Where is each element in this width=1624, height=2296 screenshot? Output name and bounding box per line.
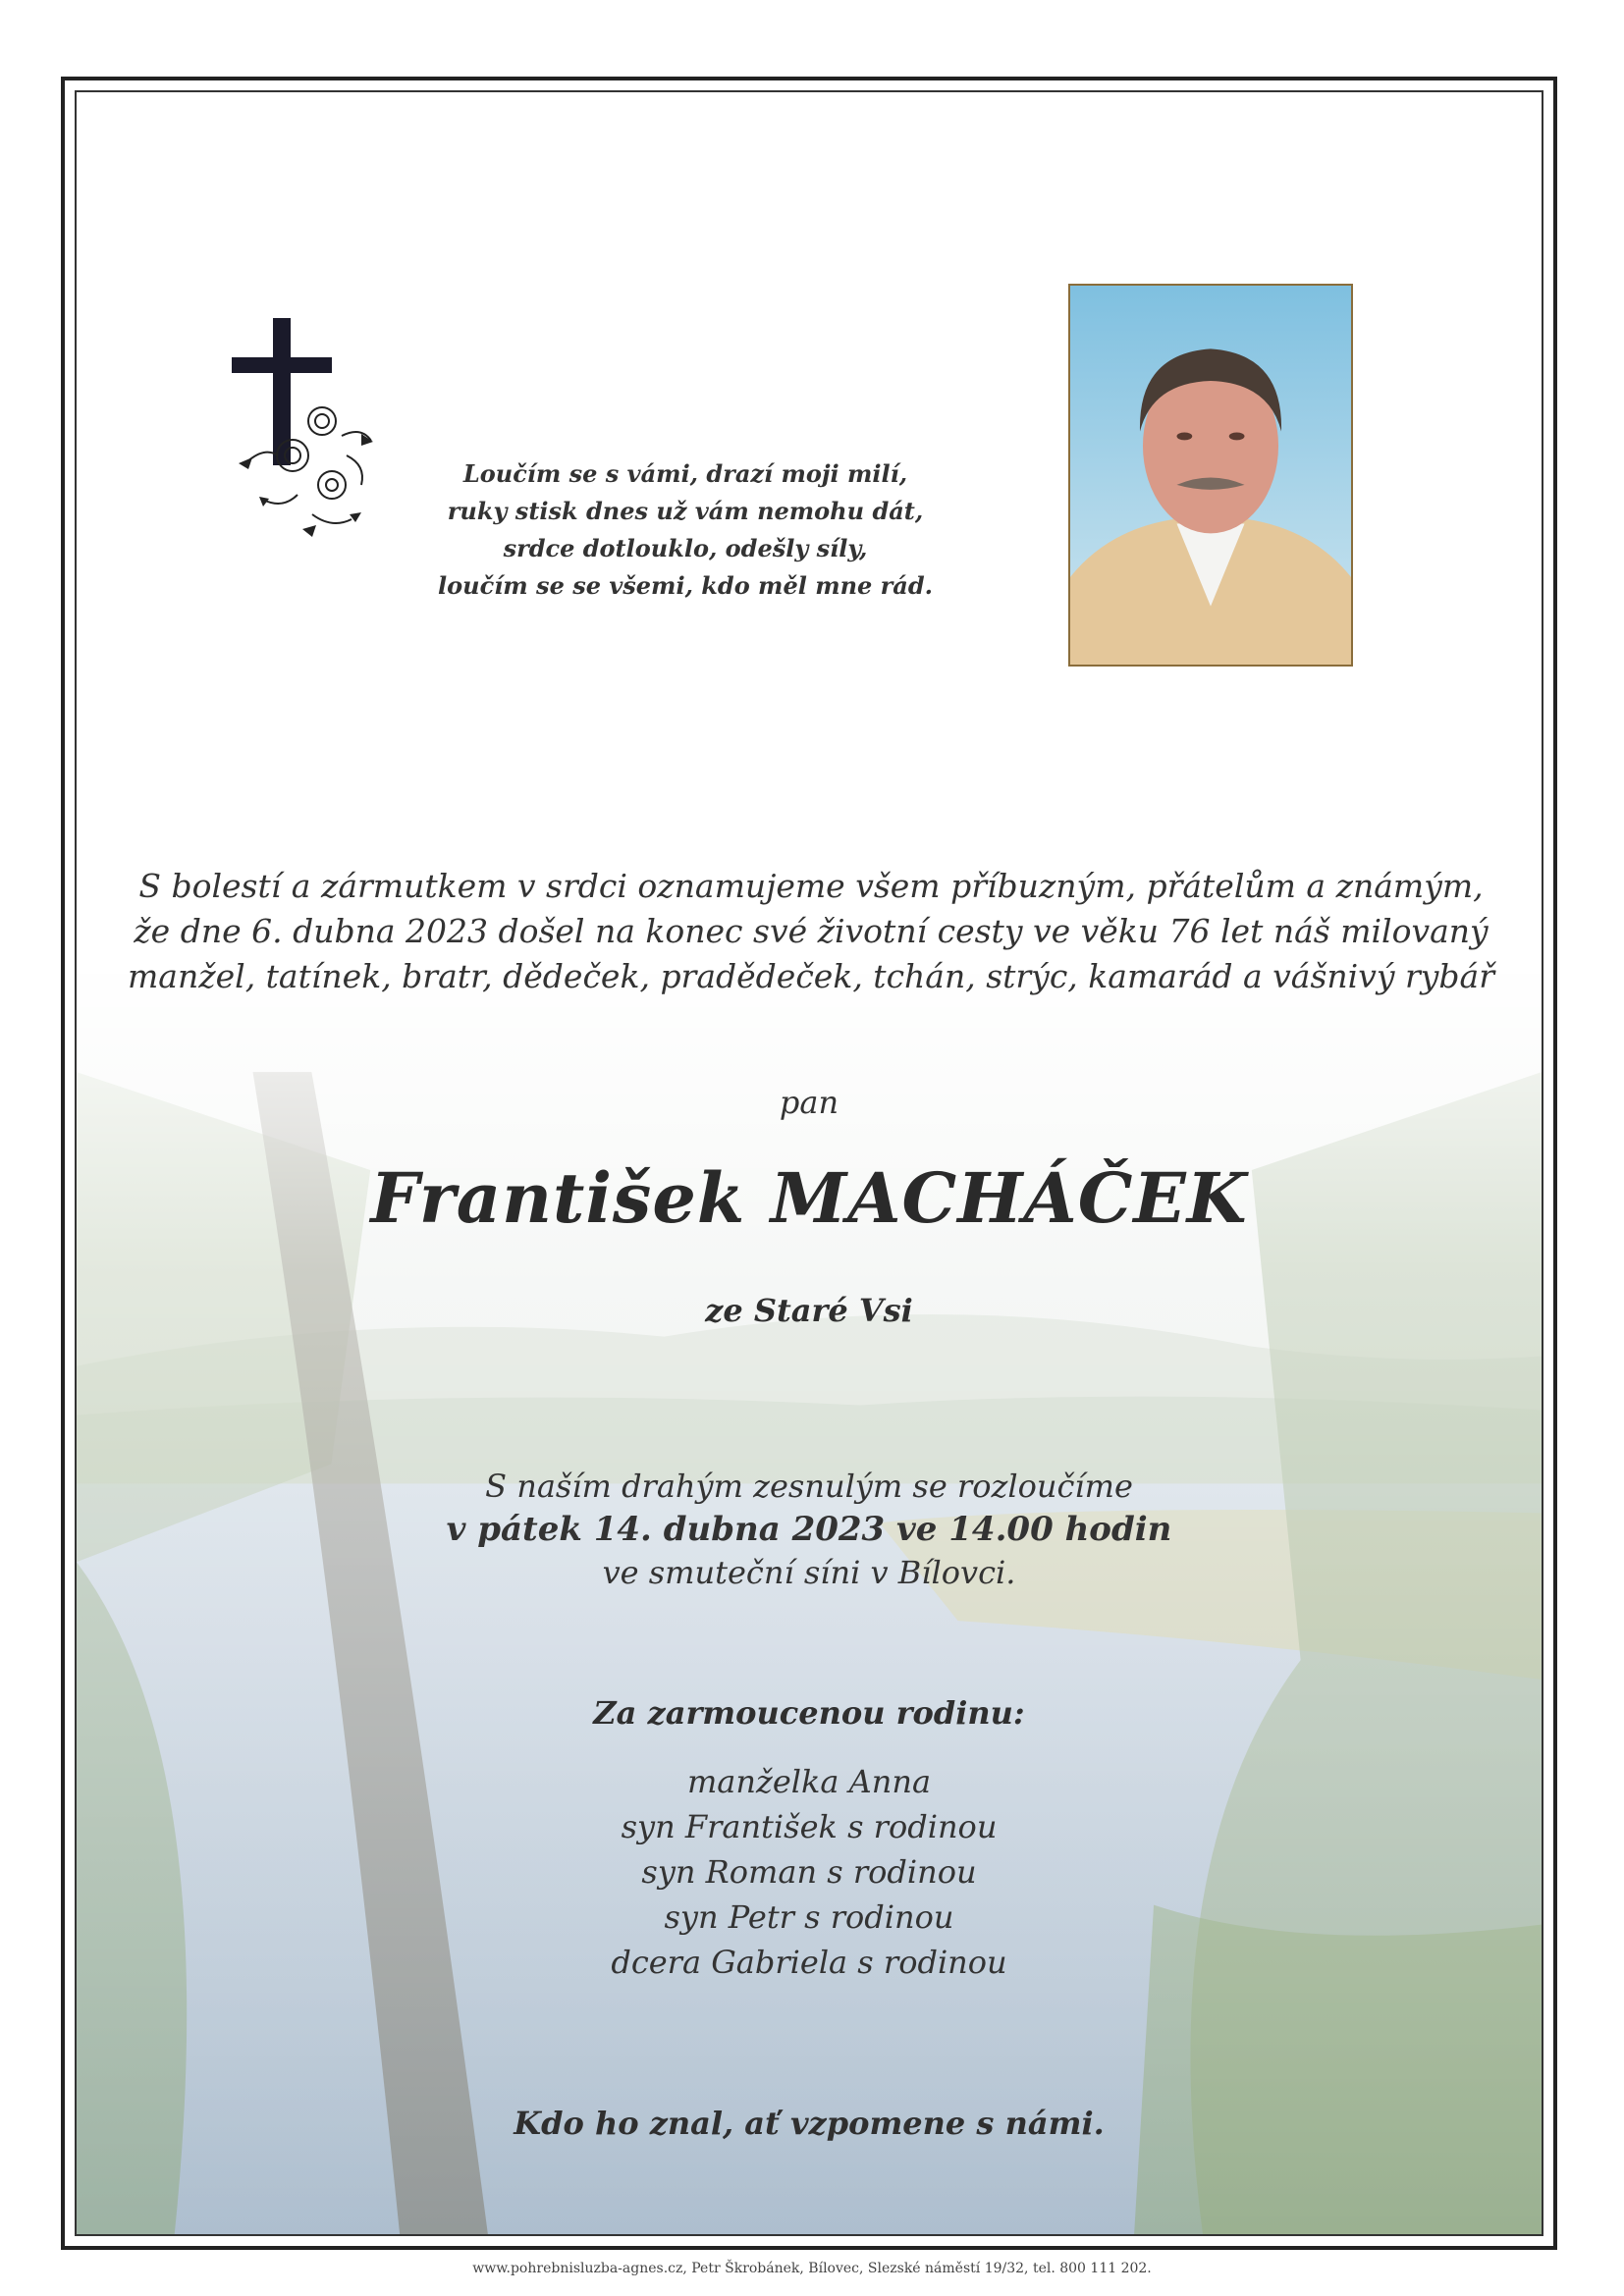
family-member: dcera Gabriela s rodinou bbox=[611, 1944, 1007, 1981]
portrait-photo bbox=[1068, 284, 1353, 667]
funeral-date-time: v pátek 14. dubna 2023 ve 14.00 hodin bbox=[446, 1510, 1172, 1549]
announcement-line: manžel, tatínek, bratr, dědeček, pradědeček, tchán, strýc, kamarád a vášnivý rybář bbox=[128, 957, 1494, 995]
announcement-line: že dne 6. dubna 2023 došel na konec své životní cesty ve věku 76 let náš milovaný bbox=[134, 912, 1489, 950]
poem-line: ruky stisk dnes už vám nemohu dát, bbox=[447, 497, 924, 525]
family-heading: Za zarmoucenou rodinu: bbox=[593, 1694, 1025, 1732]
cross-with-roses-icon bbox=[224, 318, 381, 563]
funeral-details bbox=[77, 1465, 1542, 1594]
family-member: syn Roman s rodinou bbox=[641, 1853, 977, 1891]
footer-credit: www.pohrebnisluzba-agnes.cz, Petr Škrobánek, Bílovec, Slezské náměstí 19/32, tel. 800 111 202. bbox=[472, 2261, 1152, 2276]
family-member: manželka Anna bbox=[686, 1763, 932, 1800]
family-member: syn František s rodinou bbox=[621, 1808, 998, 1845]
family-list bbox=[77, 1759, 1542, 1985]
announcement-line: S bolestí a zármutkem v srdci oznamujeme všem příbuzným, přátelům a známým, bbox=[138, 867, 1484, 905]
notice-card bbox=[75, 90, 1543, 2236]
funeral-place: ve smuteční síni v Bílovci. bbox=[602, 1554, 1016, 1591]
title-word: pan bbox=[779, 1084, 839, 1121]
farewell-poem bbox=[410, 455, 960, 605]
poem-line: Loučím se s vámi, drazí moji milí, bbox=[462, 459, 908, 488]
family-member: syn Petr s rodinou bbox=[664, 1898, 954, 1936]
deceased-name: František MACHÁČEK bbox=[370, 1157, 1248, 1239]
farewell-intro: S naším drahým zesnulým se rozloučíme bbox=[485, 1468, 1133, 1505]
closing-line: Kdo ho znal, ať vzpomene s námi. bbox=[514, 2105, 1105, 2142]
death-announcement bbox=[116, 864, 1506, 999]
poem-line: srdce dotlouklo, odešly síly, bbox=[503, 534, 868, 562]
poem-line: loučím se se všemi, kdo měl mne rád. bbox=[438, 571, 933, 600]
origin: ze Staré Vsi bbox=[705, 1292, 913, 1329]
